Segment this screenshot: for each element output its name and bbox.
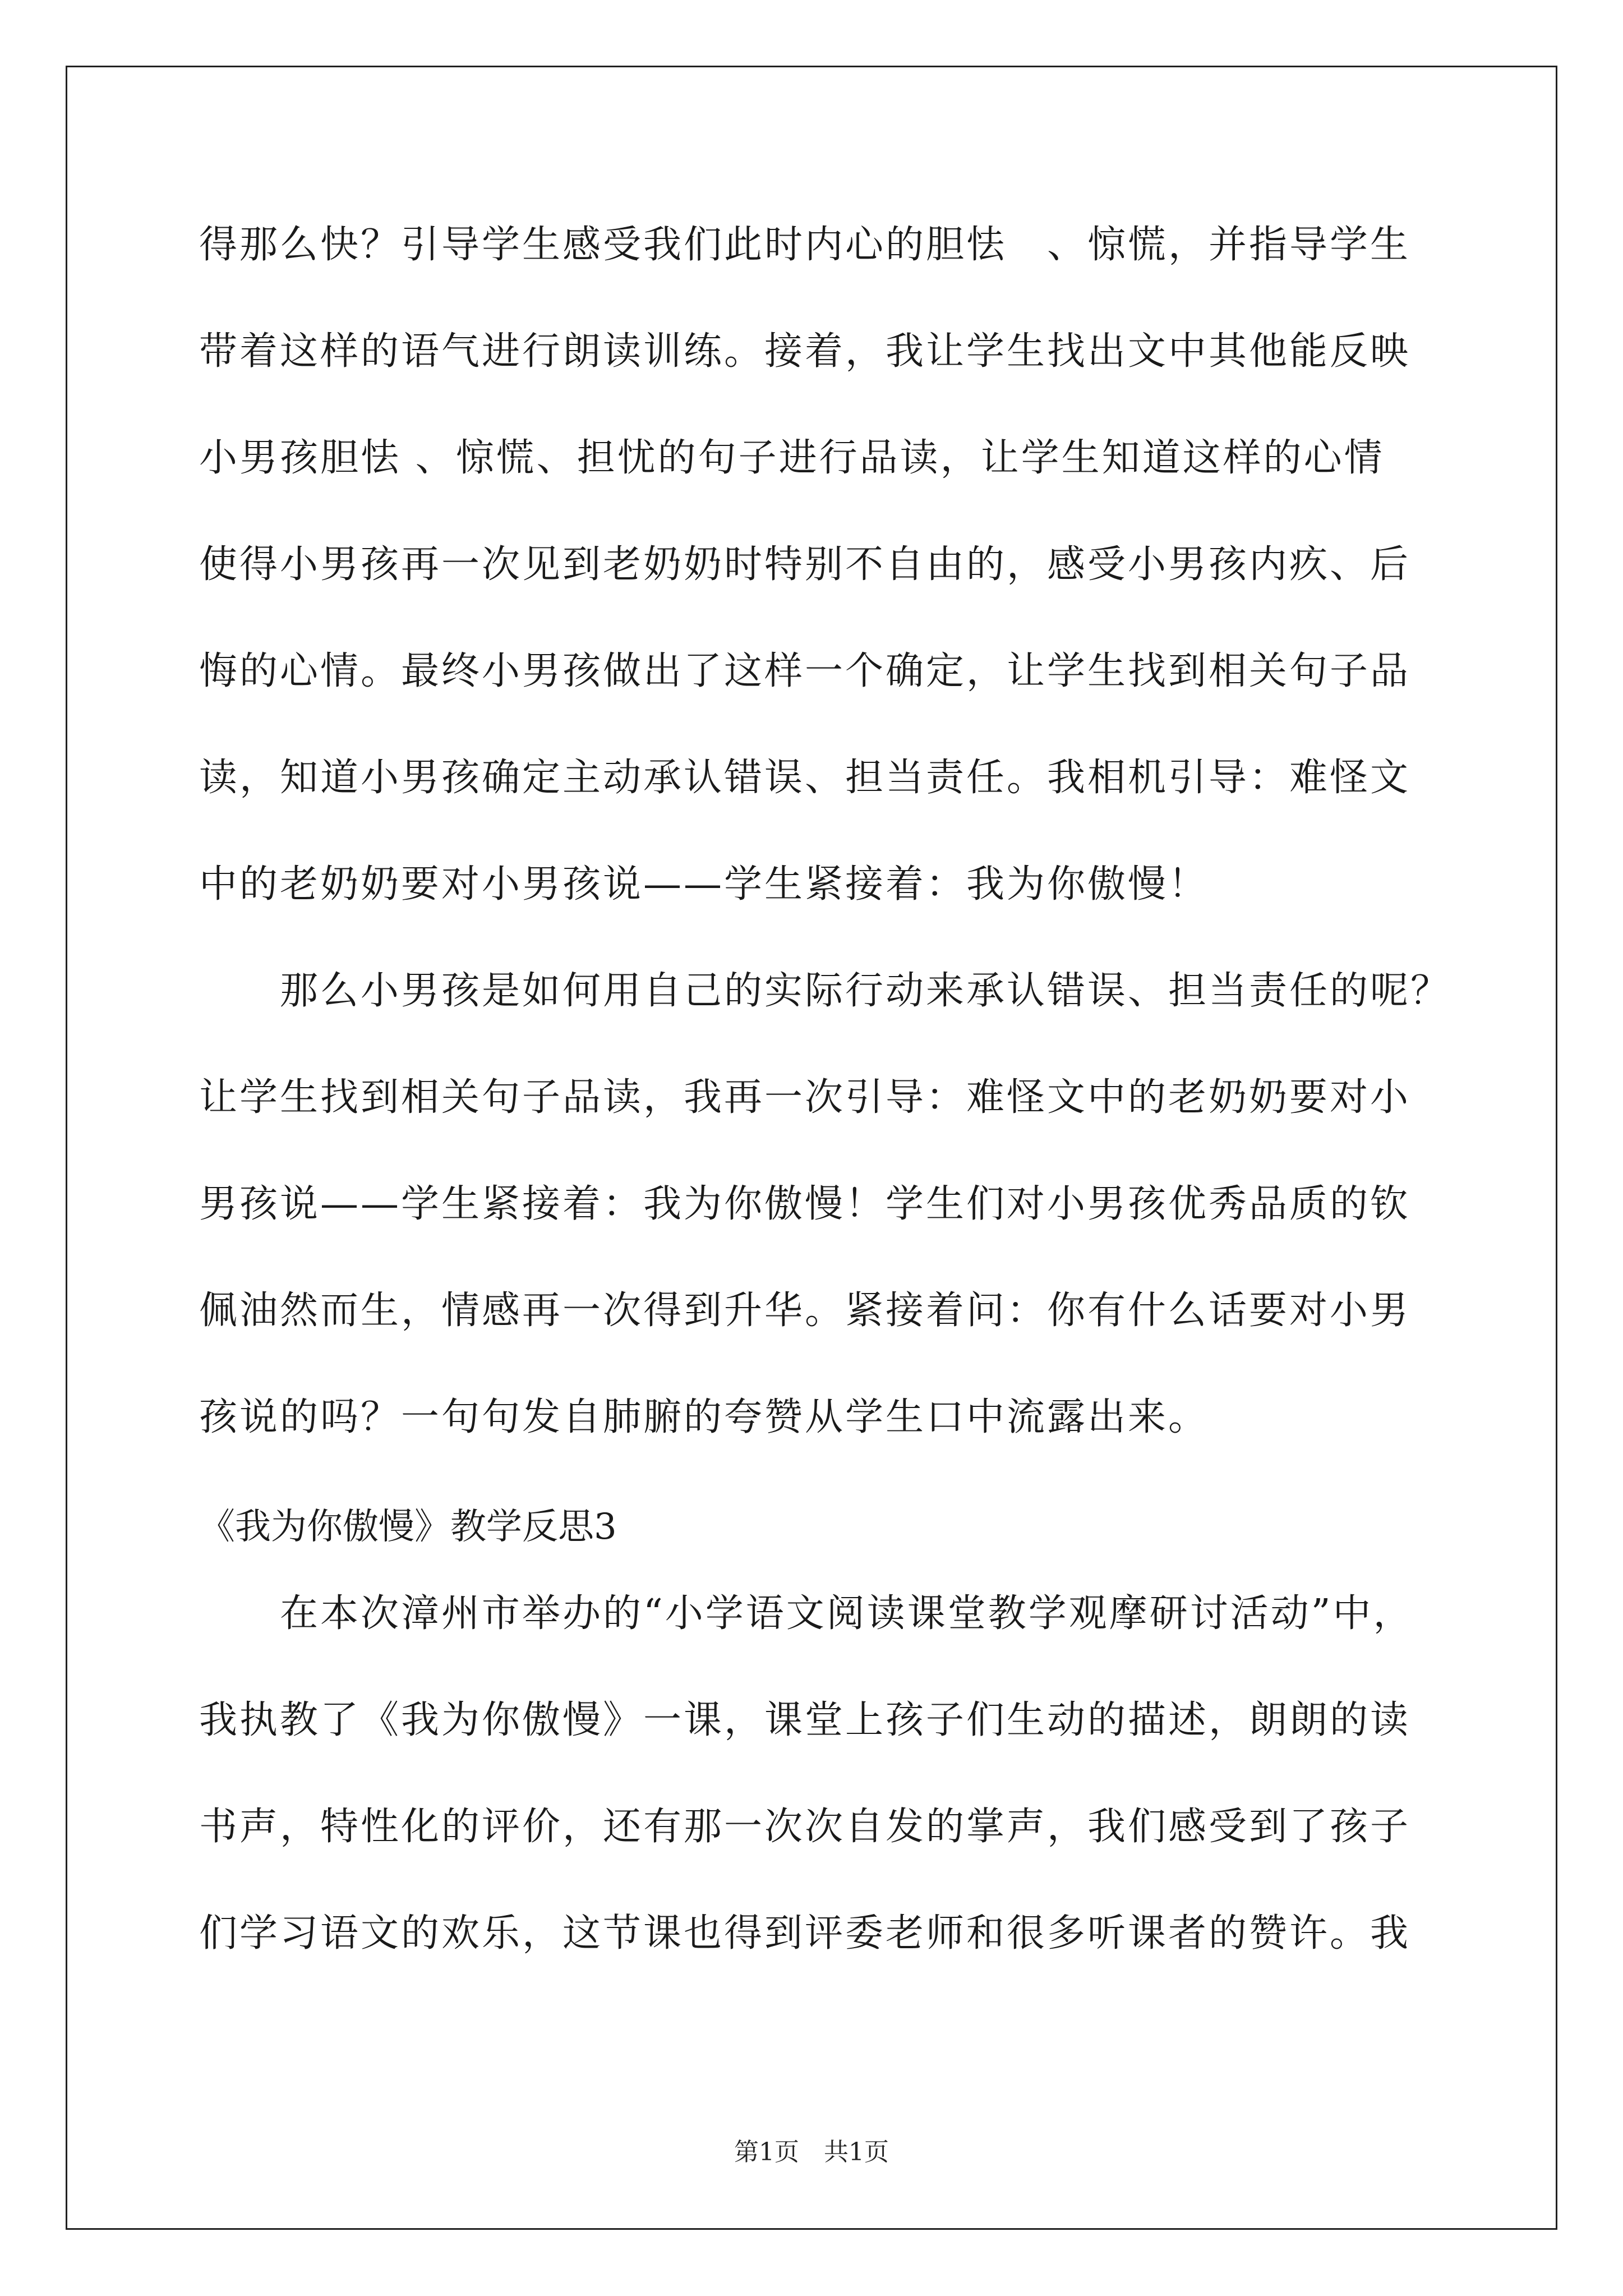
text-line: 带着这样的语气进行朗读训练。接着，我让学生找出文中其他能反映: [199, 329, 1411, 374]
text-line: 书声，特性化的评价，还有那一次次自发的掌声，我们感受到了孩子: [199, 1805, 1411, 1849]
text-line: 使得小男孩再一次见到老奶奶时特别不自由的，感受小男孩内疚、后: [199, 542, 1411, 587]
text-line: 中的老奶奶要对小男孩说——学生紧接着：我为你傲慢！: [199, 862, 1209, 907]
page-border: [66, 66, 1557, 2230]
text-line: 悔的心情。最终小男孩做出了这样一个确定，让学生找到相关句子品: [199, 649, 1411, 693]
text-line: 我执教了《我为你傲慢》一课，课堂上孩子们生动的描述，朗朗的读: [199, 1698, 1411, 1742]
text-line: 小男孩胆怯 、惊慌、担忧的句子进行品读，让学生知道这样的心情: [199, 436, 1385, 480]
text-line: 得那么快？引导学生感受我们此时内心的胆怯 、惊慌，并指导学生: [199, 223, 1411, 267]
text-line: 男孩说——学生紧接着：我为你傲慢！学生们对小男孩优秀品质的钦: [199, 1182, 1411, 1226]
page-number-footer: 第1页 共1页: [734, 2138, 889, 2166]
text-line: 读，知道小男孩确定主动承认错误、担当责任。我相机引导：难怪文: [199, 756, 1411, 800]
text-line: 那么小男孩是如何用自己的实际行动来承认错误、担当责任的呢？: [199, 969, 1451, 1013]
text-line: 让学生找到相关句子品读，我再一次引导：难怪文中的老奶奶要对小: [199, 1075, 1411, 1120]
text-line: 们学习语文的欢乐，这节课也得到评委老师和很多听课者的赞许。我: [199, 1911, 1411, 1955]
text-line: 在本次漳州市举办的“小学语文阅读课堂教学观摩研讨活动”中，: [199, 1591, 1414, 1636]
text-line: 佩油然而生，情感再一次得到升华。紧接着问：你有什么话要对小男: [199, 1289, 1411, 1333]
text-line: 孩说的吗？一句句发自肺腑的夸赞从学生口中流露出来。: [199, 1395, 1209, 1439]
section-heading: 《我为你傲慢》教学反思3: [199, 1506, 617, 1548]
